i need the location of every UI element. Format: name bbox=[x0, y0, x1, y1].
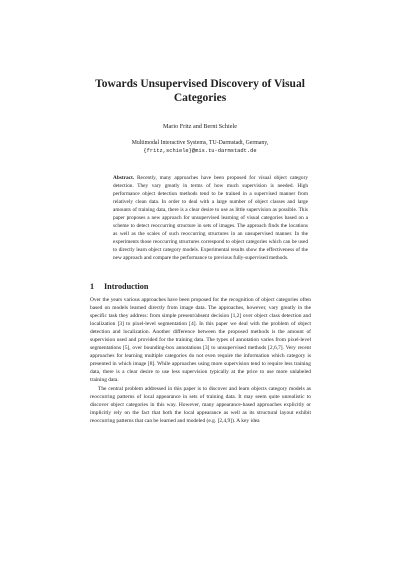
paragraph-2: The central problem addressed in this paper is to discover and learn objects category models as reoccurring patterns of local appearance in sets of training data. It may seem quite unrealistic to discover object categories in this way. However, many appearance-based approaches explicitly or implicitly rely on the fact that both the local appearance as well as its structural layout exhibit reoccurring patterns that can be learned and modeled (e.g. [2,4,9]). A key idea bbox=[90, 385, 311, 424]
title-line-2: Categories bbox=[173, 92, 227, 104]
section-body bbox=[90, 296, 311, 425]
paper-title bbox=[60, 77, 340, 105]
abstract bbox=[113, 175, 308, 262]
title-line-1: Towards Unsupervised Discovery of Visual bbox=[95, 78, 305, 90]
affiliation-block bbox=[60, 139, 340, 155]
authors: Mario Fritz and Bernt Schiele bbox=[163, 123, 237, 130]
affiliation: Multimodal Interactive Systems, TU-Darmstadt, Germany, bbox=[131, 140, 269, 146]
abstract-label: Abstract. bbox=[113, 175, 135, 181]
paragraph-1: Over the years various approaches have been proposed for the recognition of object categories often based on models learned directly from image data. The approaches, however, vary greatly in the specific task they address: from simple present/absent decision [1,2] over object class detection and localization [3] to pixel-level segmentation [4]. In this paper we deal with the problem of object detection and localization. Another difference between the proposed methods is the amount of supervision used and provided for the training data. The types of annotation varies from pixel-level segmentations [5], over bounding-box annotations [3] to unsupervised methods [2,6,7]. Very recent approaches for learning multiple categories do not even require the information which category is presented in which image [8]. While approaches using more supervision tend to require less training data, there is a clear desire to use less supervision typically at the price to use more unlabeled training data. bbox=[90, 297, 311, 384]
abstract-text: Recently, many approaches have been proposed for visual object category detection. They vary greatly in terms of how much supervision is needed. High performance object detection methods tend to be trained in a supervised manner from relatively clean data. In order to deal with a large number of object classes and large amounts of training data, there is a clear desire to use as little supervision as possible. This paper proposes a new approach for unsupervised learning of visual categories based on a scheme to detect reoccurring structure in sets of images. The approach finds the locations as well as the scales of such reoccurring structures in an unsupervised manner. In the experiments those reoccurring structures correspond to object categories which can be used to directly learn object category models. Experimental results show the effectiveness of the new approach and compare the performance to previous fully-supervised methods. bbox=[113, 175, 308, 261]
section-title: Introduction bbox=[104, 282, 149, 291]
section-number: 1 bbox=[90, 282, 95, 291]
author-email: {fritz,schiele}@mis.tu-darmstadt.de bbox=[143, 148, 257, 154]
section-heading bbox=[90, 282, 148, 291]
